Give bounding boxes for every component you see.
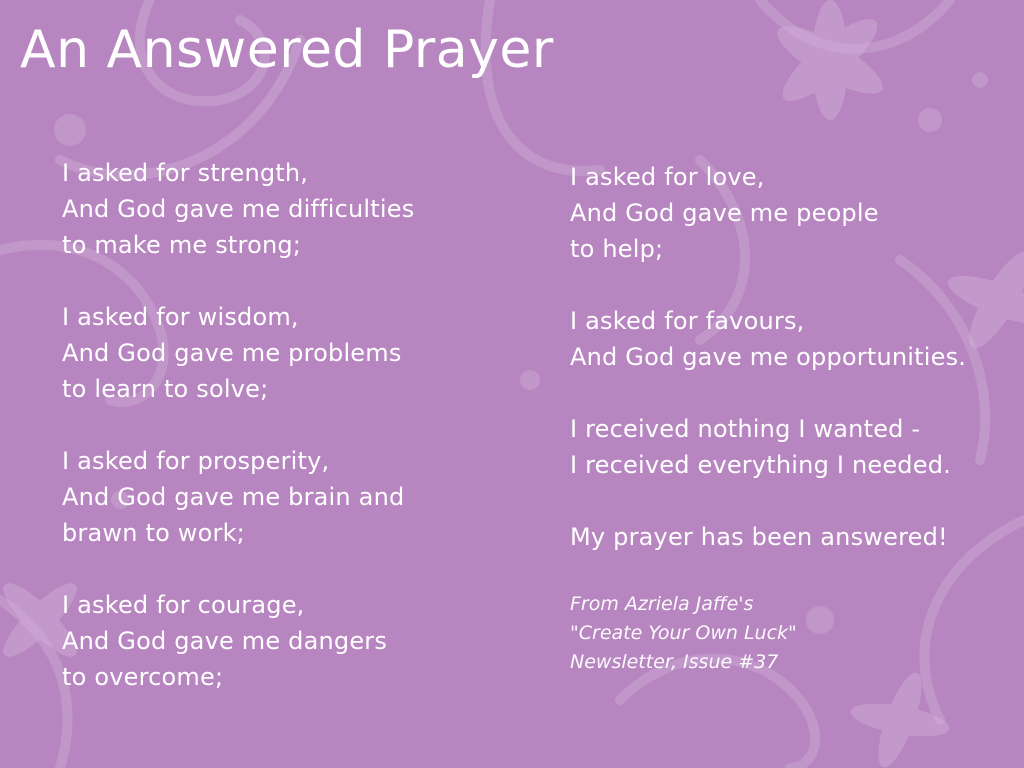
stanza-wisdom (62, 299, 492, 407)
source-line: From Azriela Jaffe's (570, 593, 754, 615)
poem-line: to help; (570, 235, 664, 263)
stanza-courage (62, 587, 492, 695)
poem-line: And God gave me difficulties (62, 195, 415, 223)
poem-line: I asked for prosperity, (62, 447, 330, 475)
poem-line: I asked for love, (570, 163, 765, 191)
poem-line: brawn to work; (62, 519, 245, 547)
poem-line: And God gave me problems (62, 339, 402, 367)
poem-line: And God gave me dangers (62, 627, 388, 655)
stanza-received (570, 411, 1010, 483)
poem-line: to learn to solve; (62, 375, 269, 403)
stanza-strength (62, 155, 492, 263)
poem-line: And God gave me brain and (62, 483, 405, 511)
poem-line: I asked for wisdom, (62, 303, 299, 331)
page-title: An Answered Prayer (20, 20, 554, 80)
source-line: "Create Your Own Luck" (570, 622, 797, 644)
source-line: Newsletter, Issue #37 (570, 651, 779, 673)
poem-line: I asked for courage, (62, 591, 305, 619)
poem-line: I asked for strength, (62, 159, 309, 187)
stanza-prosperity (62, 443, 492, 551)
poem-line: My prayer has been answered! (570, 523, 948, 551)
poem-left-column (62, 155, 492, 731)
stanza-answered (570, 519, 1010, 555)
poem-line: I received everything I needed. (570, 451, 951, 479)
stanza-favours (570, 303, 1010, 375)
poem-line: I received nothing I wanted - (570, 415, 921, 443)
source-attribution (570, 590, 797, 677)
poem-line: I asked for favours, (570, 307, 805, 335)
poem-right-column (570, 159, 1010, 591)
stanza-love (570, 159, 1010, 267)
poem-line: to make me strong; (62, 231, 302, 259)
poem-line: And God gave me opportunities. (570, 343, 967, 371)
poem-line: And God gave me people (570, 199, 879, 227)
poem-line: to overcome; (62, 663, 224, 691)
